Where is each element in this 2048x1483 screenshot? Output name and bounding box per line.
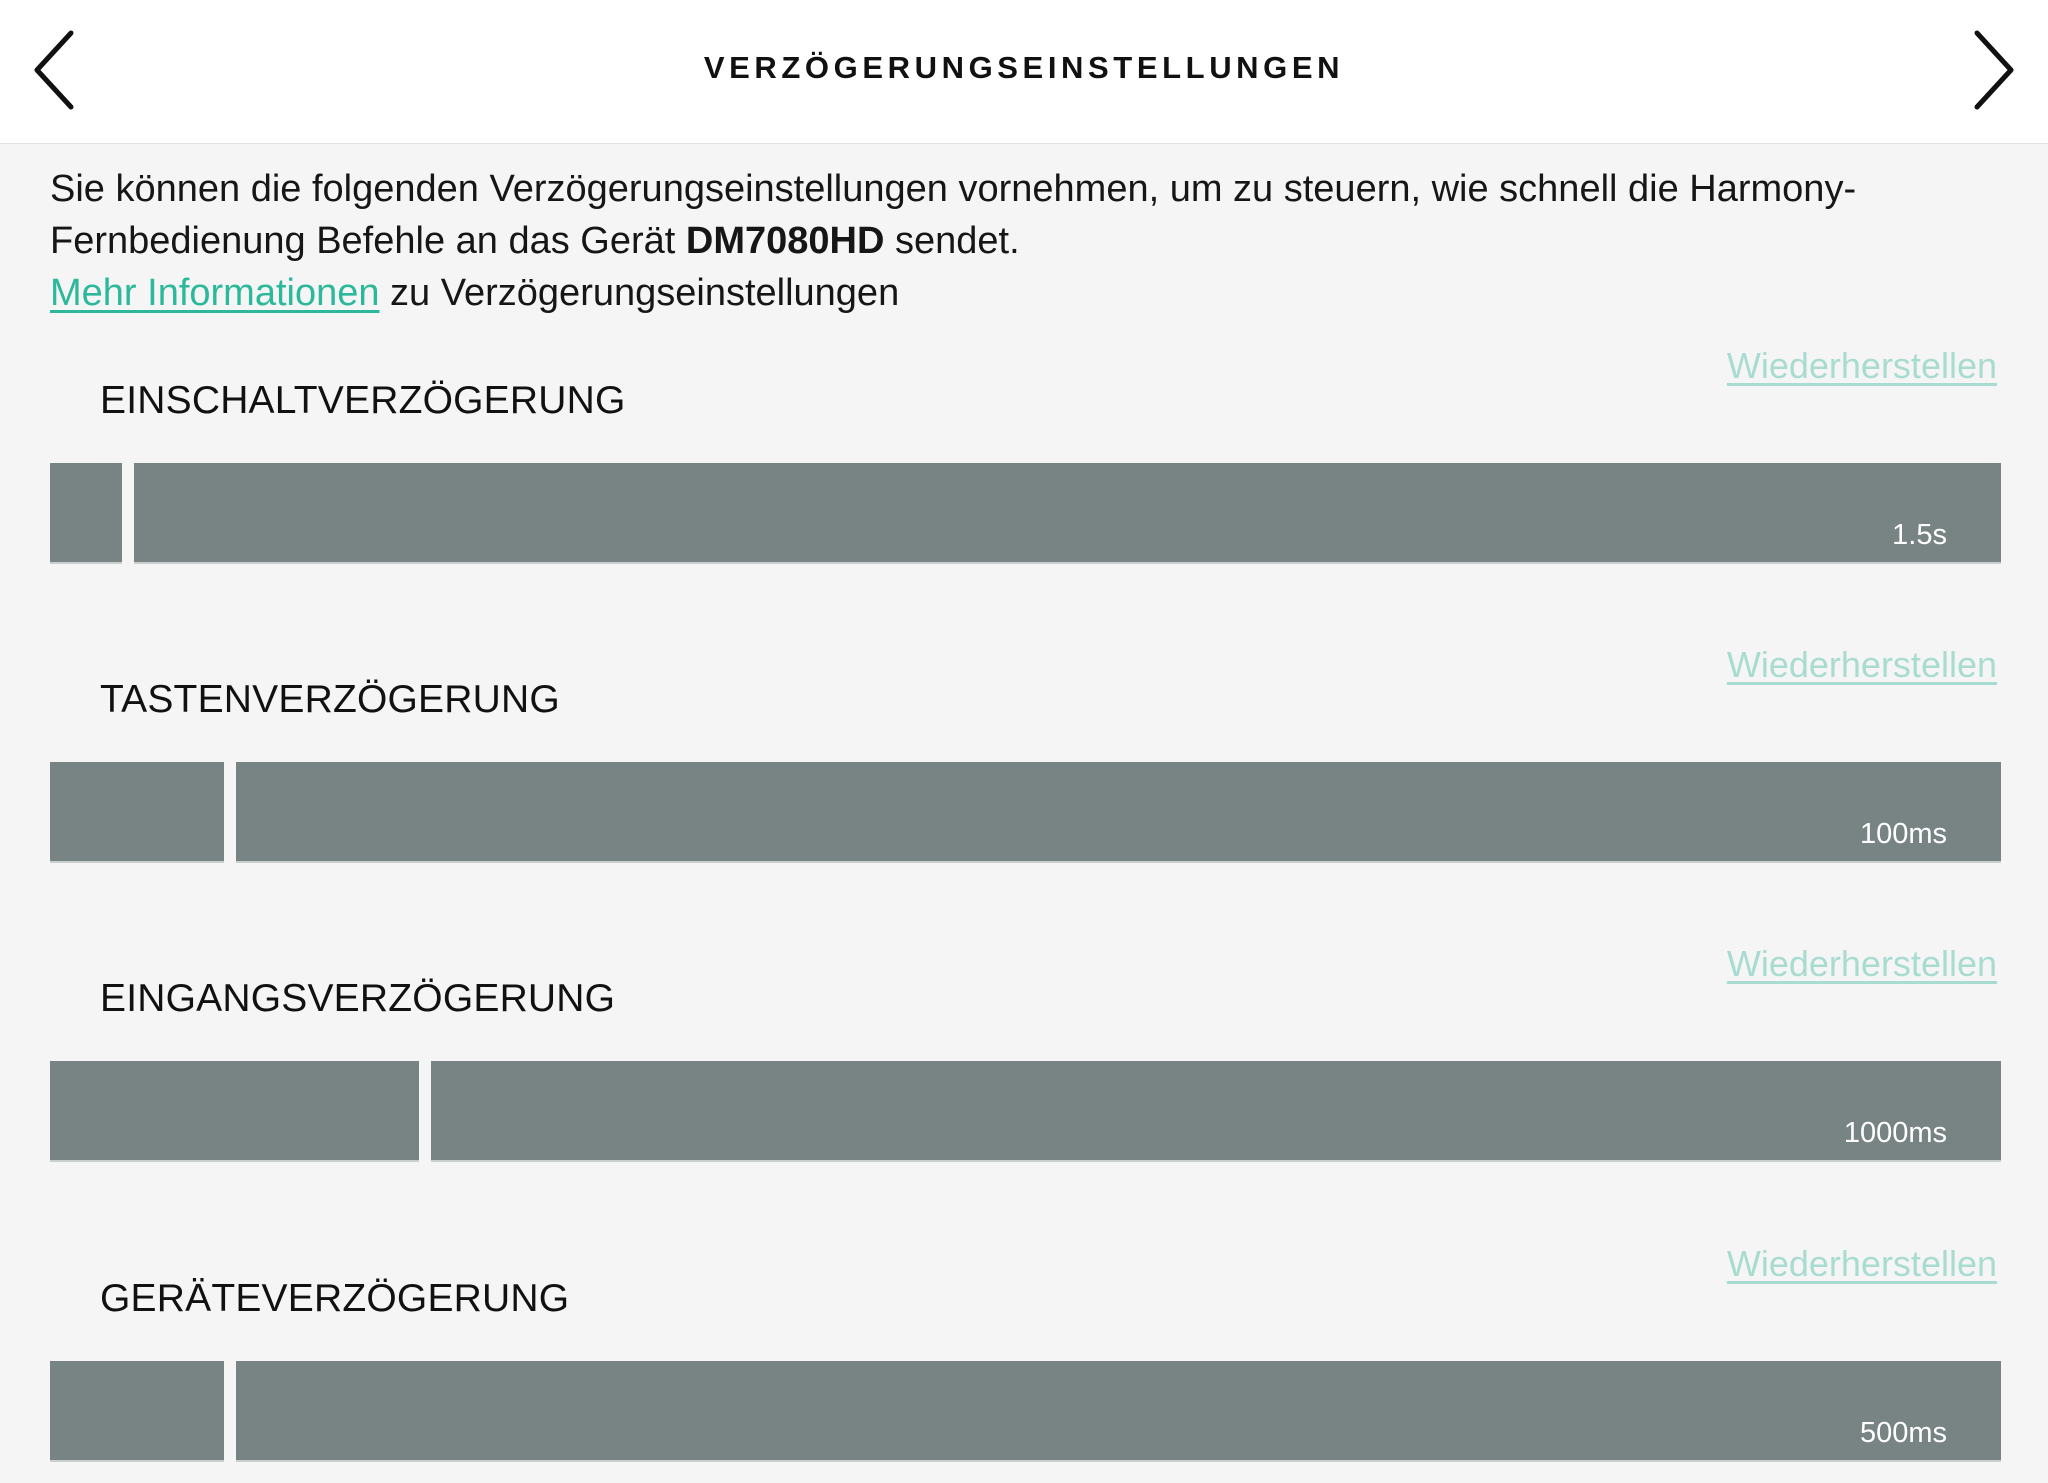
intro-line-1: Sie können die folgenden Verzögerungseinstellungen vornehmen, um zu steuern, wie schnell die Harmony- bbox=[50, 168, 1857, 210]
slider-thumb[interactable] bbox=[224, 760, 236, 863]
delay-section-power-on bbox=[0, 345, 2048, 585]
slider-thumb[interactable] bbox=[224, 1359, 236, 1462]
slider-thumb[interactable] bbox=[419, 1059, 431, 1162]
section-title: EINSCHALTVERZÖGERUNG bbox=[100, 379, 626, 422]
delay-slider[interactable] bbox=[50, 463, 2001, 564]
slider-thumb[interactable] bbox=[122, 461, 134, 564]
section-title: EINGANGSVERZÖGERUNG bbox=[100, 977, 616, 1020]
slider-value: 500ms bbox=[1859, 1417, 1947, 1449]
restore-link[interactable]: Wiederherstellen bbox=[1726, 1243, 1997, 1284]
intro-line-2 bbox=[50, 215, 2000, 267]
slider-value: 100ms bbox=[1859, 818, 1947, 850]
delay-slider[interactable] bbox=[50, 1361, 2001, 1462]
chevron-right-icon bbox=[1971, 29, 2017, 111]
section-title: GERÄTEVERZÖGERUNG bbox=[100, 1277, 570, 1320]
delay-slider[interactable] bbox=[50, 762, 2001, 863]
device-name: DM7080HD bbox=[685, 220, 885, 262]
intro-line-2-prefix: Fernbedienung Befehle an das Gerät bbox=[50, 220, 686, 262]
forward-button[interactable] bbox=[1968, 28, 2020, 112]
intro-line-2-suffix: sendet. bbox=[884, 220, 1020, 262]
header-bar bbox=[0, 0, 2048, 144]
page-title: VERZÖGERUNGSEINSTELLUNGEN bbox=[703, 50, 1345, 85]
more-info-suffix: zu Verzögerungseinstellungen bbox=[379, 272, 900, 314]
intro-text bbox=[50, 163, 2000, 319]
slider-value: 1.5s bbox=[1892, 519, 1947, 551]
intro-line-3 bbox=[50, 267, 2000, 319]
slider-value: 1000ms bbox=[1843, 1117, 1947, 1149]
section-title: TASTENVERZÖGERUNG bbox=[100, 678, 560, 721]
restore-link[interactable]: Wiederherstellen bbox=[1726, 943, 1997, 984]
restore-link[interactable]: Wiederherstellen bbox=[1726, 644, 1997, 685]
delay-section-key bbox=[0, 644, 2048, 884]
more-info-link[interactable]: Mehr Informationen bbox=[50, 272, 380, 314]
delay-section-device bbox=[0, 1243, 2048, 1483]
delay-slider[interactable] bbox=[50, 1061, 2001, 1162]
restore-link[interactable]: Wiederherstellen bbox=[1726, 345, 1997, 386]
delay-section-input bbox=[0, 943, 2048, 1183]
